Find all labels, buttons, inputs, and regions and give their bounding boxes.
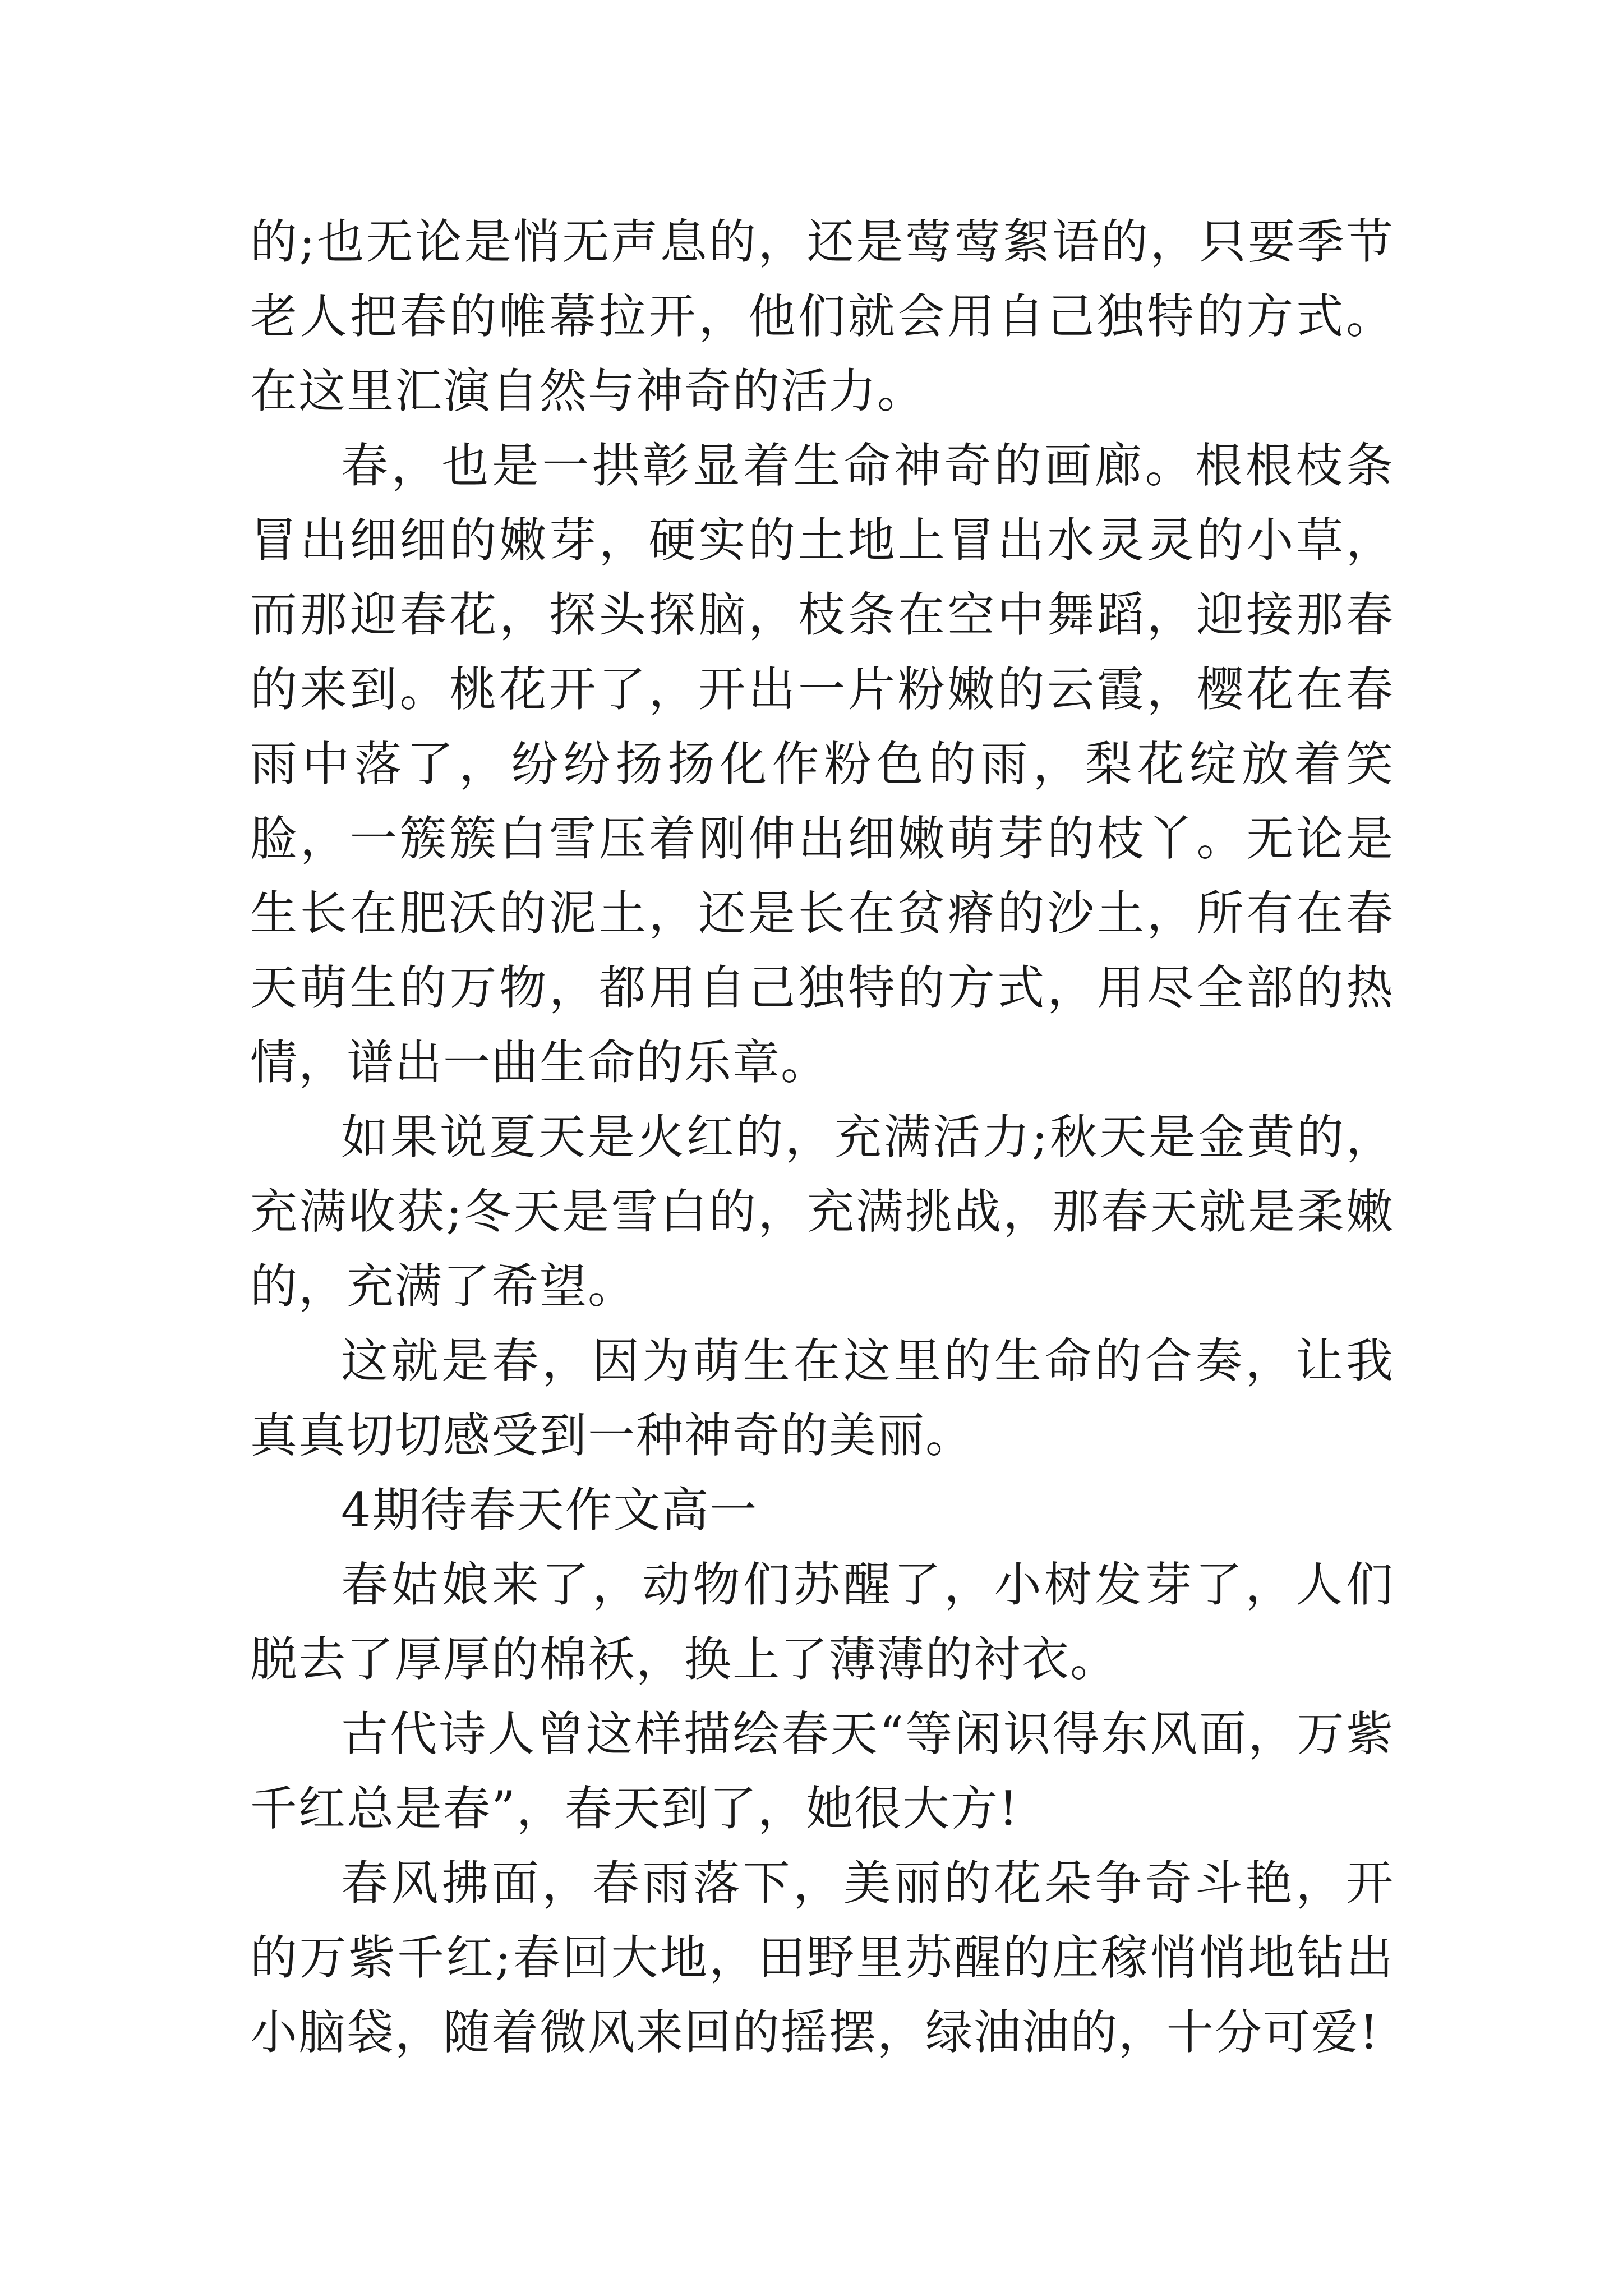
paragraph-seasons-comparison: 如果说夏天是火红的，充满活力;秋天是金黄的，充满收获;冬天是雪白的，充满挑战，那春天就是柔嫩的，充满了希望。 — [250, 1110, 1394, 1314]
document-body — [250, 205, 1394, 2070]
paragraph-spring-gallery: 春，也是一拱彰显着生命神奇的画廊。根根枝条冒出细细的嫩芽，硬实的土地上冒出水灵灵的小草，而那迎春花，探头探脑，枝条在空中舞蹈，迎接那春的来到。桃花开了，开出一片粉嫩的云霞，樱花在春雨中落了，纷纷扬扬化作粉色的雨，梨花绽放着笑脸，一簇簇白雪压着刚伸出细嫩萌芽的枝丫。无论是生长在肥沃的泥土，还是长在贫瘠的沙土，所有在春天萌生的万物，都用自己独特的方式，用尽全部的热情，谱出一曲生命的乐章。 — [250, 438, 1394, 1090]
paragraph-ancient-poet: 古代诗人曾这样描绘春天“等闲识得东风面，万紫千红总是春”，春天到了，她很大方! — [250, 1706, 1394, 1836]
paragraph-continuation: 的;也无论是悄无声息的，还是莺莺絮语的，只要季节老人把春的帷幕拉开，他们就会用自己独特的方式。在这里汇演自然与神奇的活力。 — [250, 214, 1394, 418]
paragraph-this-is-spring: 这就是春，因为萌生在这里的生命的合奏，让我真真切切感受到一种神奇的美丽。 — [250, 1333, 1394, 1463]
paragraph-spring-arrives: 春姑娘来了，动物们苏醒了，小树发芽了，人们脱去了厚厚的棉袄，换上了薄薄的衬衣。 — [250, 1557, 1394, 1687]
section-heading: 4期待春天作文高一 — [341, 1483, 758, 1538]
paragraph-spring-breeze: 春风拂面，春雨落下，美丽的花朵争奇斗艳，开的万紫千红;春回大地，田野里苏醒的庄稼悄悄地钻出小脑袋，随着微风来回的摇摆，绿油油的，十分可爱! — [250, 1856, 1394, 2060]
